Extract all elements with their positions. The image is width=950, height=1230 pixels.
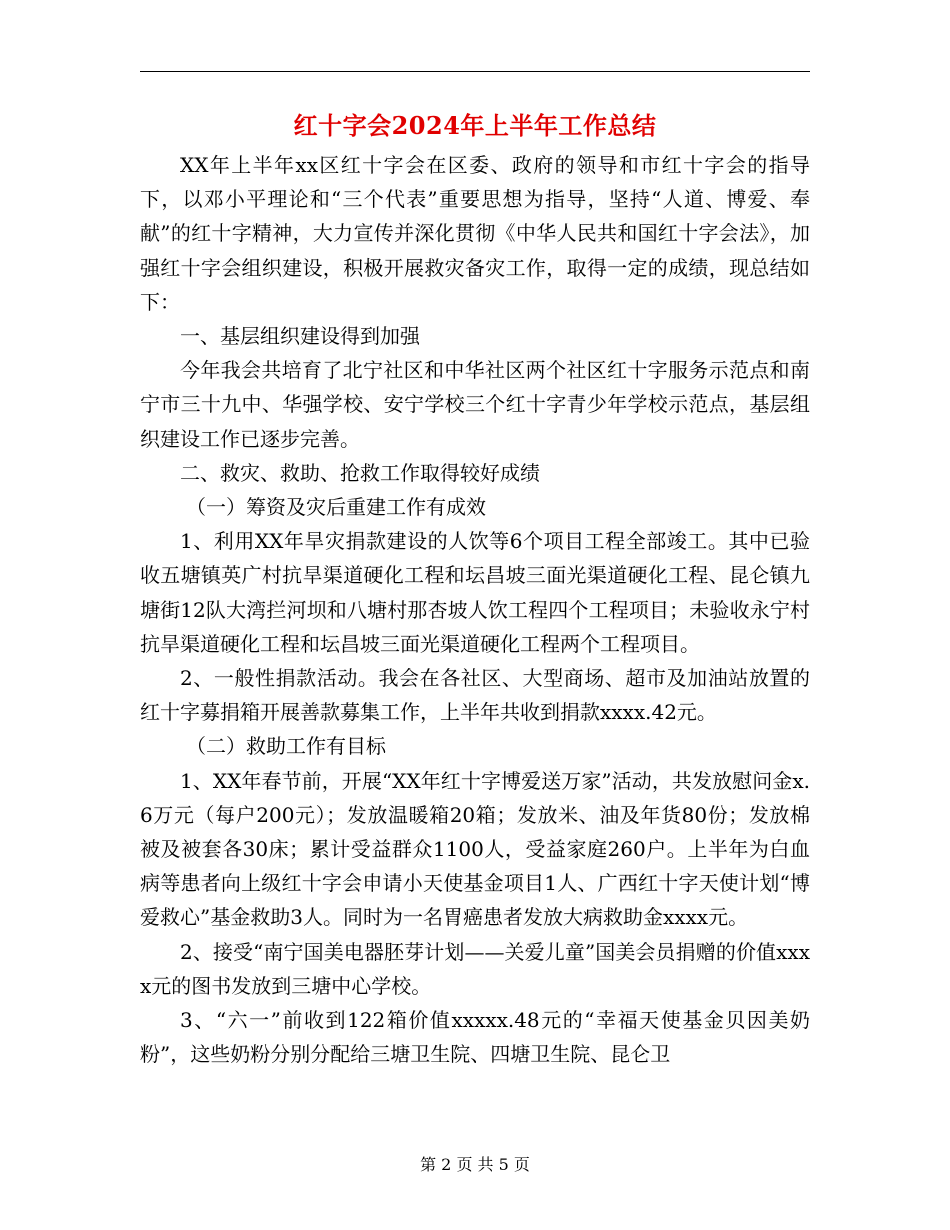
section-heading-2: 二、救灾、救助、抢救工作取得较好成绩 <box>180 460 540 485</box>
paragraph-section-1: 今年我会共培育了北宁社区和中华社区两个社区红十字服务示范点和南宁市三十九中、华强学校、安宁学校三个红十字青少年学校示范点，基层组织建设工作已逐步完善。 <box>140 358 810 451</box>
paragraph-item-2-1: 1、XX年春节前，开展“XX年红十字博爱送万家”活动，共发放慰问金x.6万元（每户200元）；发放温暖箱20箱；发放米、油及年货80份；发放棉被及被套各30床；累计受益群众1100人，受益家庭260户。上半年为白血病等患者向上级红十字会申请小天使基金项目1人、广西红十字天使计划“博爱救心”基金救助3人。同时为一名胃癌患者发放大病救助金xxxx元。 <box>140 768 810 930</box>
paragraph-item-1-1: 1、利用XX年旱灾捐款建设的人饮等6个项目工程全部竣工。其中已验收五塘镇英广村抗旱渠道硬化工程和坛昌坡三面光渠道硬化工程、昆仑镇九塘街12队大湾拦河坝和八塘村那杏坡人饮工程四个工程项目；未验收永宁村抗旱渠道硬化工程和坛昌坡三面光渠道硬化工程两个工程项目。 <box>140 529 810 656</box>
subsection-heading-1: （一）筹资及灾后重建工作有成效 <box>186 495 486 520</box>
subsection-heading-2: （二）救助工作有目标 <box>186 734 386 759</box>
paragraph-item-2-3: 3、“六一”前收到122箱价值xxxxx.48元的“幸福天使基金贝因美奶粉”，这些奶粉分别分配给三塘卫生院、四塘卫生院、昆仑卫 <box>140 1008 810 1067</box>
paragraph-item-2-2: 2、接受“南宁国美电器胚芽计划——关爱儿童”国美会员捐赠的价值xxxx元的图书发放到三塘中心学校。 <box>140 939 810 998</box>
page-footer: 第 2 页 共 5 页 <box>420 1155 530 1174</box>
paragraph-item-1-2: 2、一般性捐款活动。我会在各社区、大型商场、超市及加油站放置的红十字募捐箱开展善款募集工作，上半年共收到捐款xxxx.42元。 <box>140 666 810 725</box>
paragraph-intro: XX年上半年xx区红十字会在区委、政府的领导和市红十字会的指导下，以邓小平理论和“三个代表”重要思想为指导，坚持“人道、博爱、奉献”的红十字精神，大力宣传并深化贯彻《中华人民共和国红十字会法》，加强红十字会组织建设，积极开展救灾备灾工作，取得一定的成绩，现总结如下： <box>140 153 810 314</box>
header-rule <box>140 71 810 72</box>
document-title: 红十字会2024年上半年工作总结 <box>293 111 657 140</box>
document-body <box>140 148 810 1071</box>
section-heading-1: 一、基层组织建设得到加强 <box>180 324 420 349</box>
